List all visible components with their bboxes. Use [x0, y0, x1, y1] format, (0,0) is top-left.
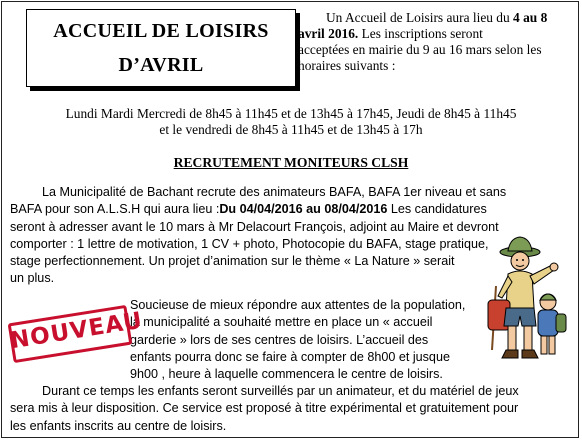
- hiker-illustration-icon: [486, 230, 568, 362]
- closing-paragraph: [10, 383, 580, 435]
- garderie-line-5: 9h00 , heure à laquelle commencera le centre de loisirs.: [130, 367, 443, 382]
- stamp-text: NOUVEAU: [8, 307, 145, 355]
- recruitment-line-4: comporter : 1 lettre de motivation, 1 CV + photo, Photocopie du BAFA, stage pratique,: [10, 236, 489, 251]
- schedule-line-1: Lundi Mardi Mercredi de 8h45 à 11h45 et de 13h45 à 17h45, Jeudi de 8h45 à 11h45: [65, 106, 517, 121]
- intro-line-3: acceptées en mairie du 9 au 16 mars selon les: [298, 42, 542, 57]
- title-box: [26, 9, 296, 87]
- recruitment-title: RECRUTEMENT MONITEURS CLSH: [173, 155, 409, 170]
- garderie-paragraph: [130, 297, 490, 383]
- title-line-1: ACCUEIL DE LOISIRS: [53, 20, 269, 42]
- closing-line-3: les enfants inscrits au centre de loisirs.: [10, 418, 227, 433]
- intro-line-1: Un Accueil de Loisirs aura lieu du 4 au 8: [326, 10, 548, 25]
- title-line-2: D’AVRIL: [118, 54, 204, 76]
- garderie-line-3: garderie » lors de ses centres de loisirs. L’accueil des: [130, 332, 429, 347]
- recruitment-line-1: La Municipalité de Bachant recrute des animateurs BAFA, BAFA 1er niveau et sans: [42, 185, 507, 199]
- closing-line-1: Durant ce temps les enfants seront surveillés par un animateur, et du matériel de jeux: [42, 384, 519, 398]
- recruitment-line-6: un plus.: [10, 271, 55, 286]
- intro-line-2: avril 2016. Les inscriptions seront: [298, 26, 483, 41]
- garderie-line-4: enfants pourra donc se faire à compter de 8h00 et jusque: [130, 349, 450, 364]
- recruitment-line-2: BAFA pour son A.L.S.H qui aura lieu :Du 04/04/2016 au 08/04/2016 Les candidatures: [10, 202, 487, 217]
- schedule-line-2: et le vendredi de 8h45 à 11h45 et de 13h45 à 17h: [159, 122, 423, 137]
- garderie-line-1: Soucieuse de mieux répondre aux attentes de la population,: [130, 298, 466, 312]
- closing-line-2: sera mis à leur disposition. Ce service est proposé à titre expérimental et gratuitement pour: [10, 401, 519, 416]
- recruitment-line-3: seront à adresser avant le 10 mars à Mr Delacourt François, adjoint au Maire et devront: [10, 219, 499, 234]
- garderie-line-2: la municipalité a souhaité mettre en place un « accueil: [130, 315, 433, 330]
- recruitment-line-5: stage perfectionnement. Un projet d’animation sur le thème « La Nature » serait: [10, 254, 455, 269]
- intro-paragraph: [298, 10, 582, 74]
- intro-line-4: horaires suivants :: [298, 58, 396, 73]
